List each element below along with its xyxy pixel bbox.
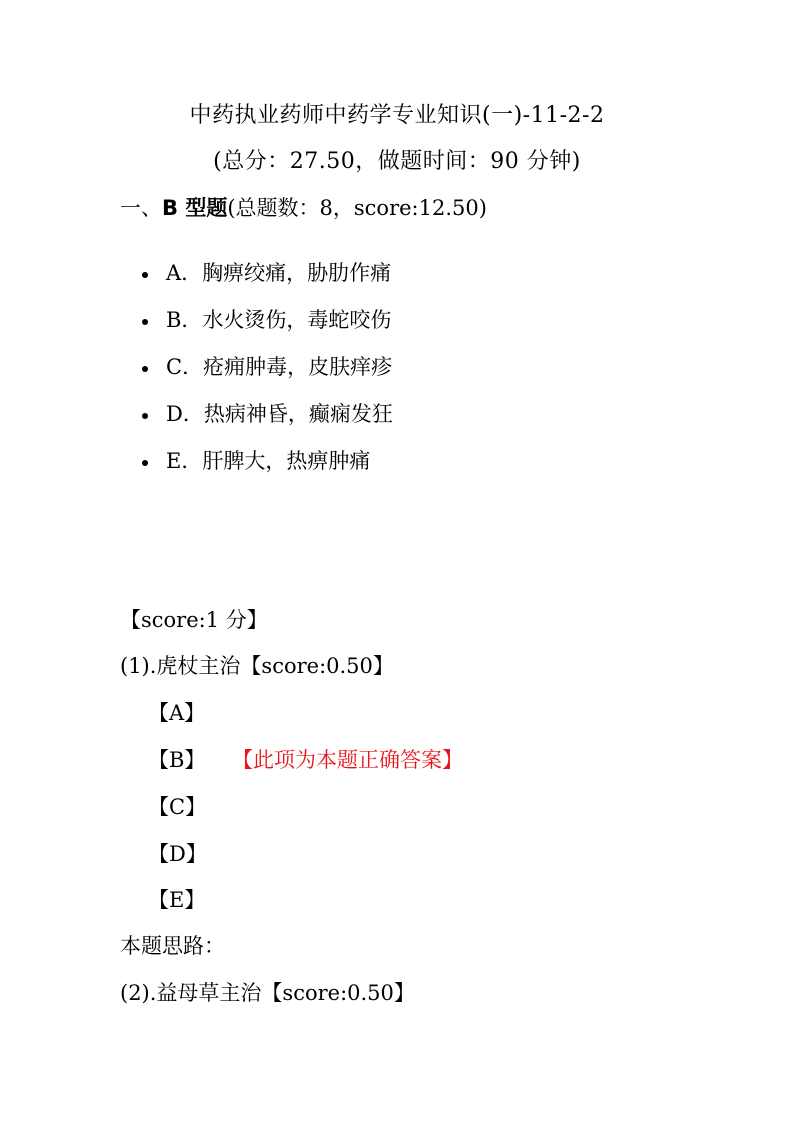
section-meta: (总题数：8，score:12.50) bbox=[227, 196, 487, 220]
explanation-label: 本题思路： bbox=[120, 934, 225, 958]
option-label: D．热病神昏，癫痫发狂 bbox=[166, 402, 393, 426]
bullet-icon bbox=[142, 319, 148, 325]
document-subtitle: (总分：27.50，做题时间：90 分钟) bbox=[213, 149, 581, 174]
question-1-text: (1).虎杖主治【score:0.50】 bbox=[120, 654, 394, 678]
bullet-icon bbox=[142, 366, 148, 372]
answer-e: 【E】 bbox=[148, 888, 206, 912]
document-title: 中药执业药师中药学专业知识(一)-11-2-2 bbox=[189, 103, 605, 128]
option-list bbox=[142, 257, 393, 492]
group-score: 【score:1 分】 bbox=[120, 608, 268, 632]
option-item-a bbox=[142, 257, 393, 304]
section-type-label: B 型题 bbox=[162, 196, 228, 220]
section-heading bbox=[120, 192, 487, 222]
answer-b: 【B】 bbox=[148, 748, 206, 772]
bullet-icon bbox=[142, 413, 148, 419]
answer-c: 【C】 bbox=[148, 795, 207, 819]
bullet-icon bbox=[142, 460, 148, 466]
option-label: C．疮痈肿毒，皮肤痒疹 bbox=[166, 355, 393, 379]
option-label: B．水火烫伤，毒蛇咬伤 bbox=[166, 308, 392, 332]
answer-d: 【D】 bbox=[148, 842, 207, 866]
option-item-c bbox=[142, 351, 393, 398]
question-2-text: (2).益母草主治【score:0.50】 bbox=[120, 981, 415, 1005]
option-item-e bbox=[142, 445, 393, 492]
bullet-icon bbox=[142, 272, 148, 278]
correct-answer-note: 【此项为本题正确答案】 bbox=[232, 748, 463, 772]
option-label: E．肝脾大，热痹肿痛 bbox=[166, 449, 371, 473]
section-prefix: 一、 bbox=[120, 196, 162, 220]
option-item-d bbox=[142, 398, 393, 445]
option-item-b bbox=[142, 304, 393, 351]
answer-a: 【A】 bbox=[148, 701, 206, 725]
option-label: A．胸痹绞痛，胁肋作痛 bbox=[166, 261, 392, 285]
